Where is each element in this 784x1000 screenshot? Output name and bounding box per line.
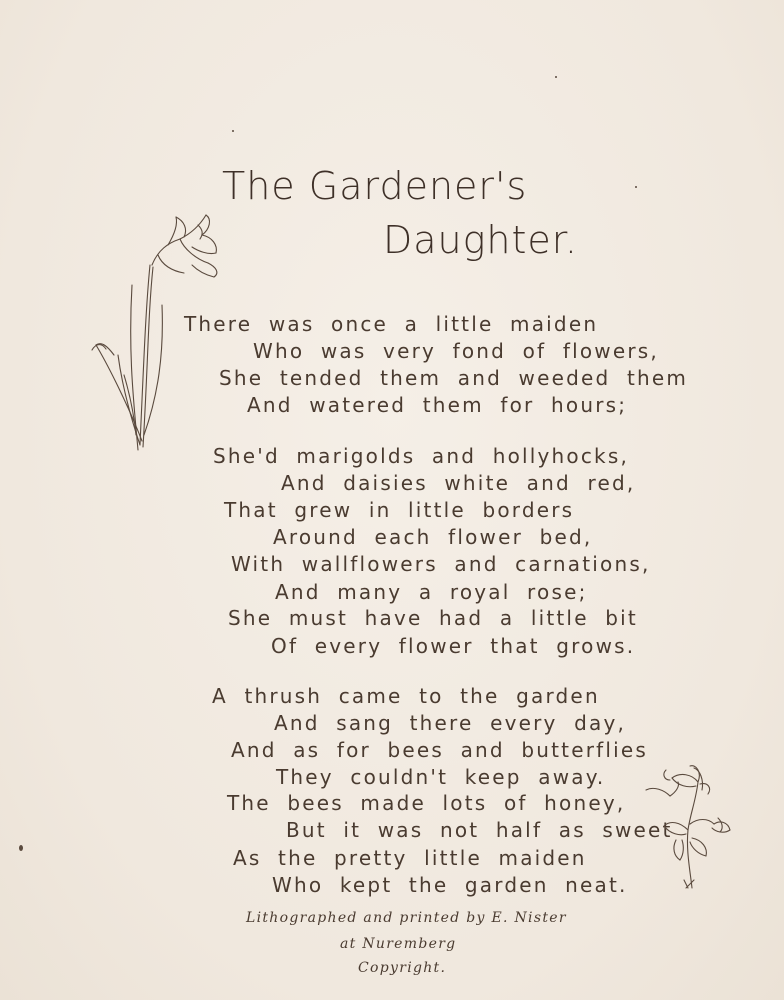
sweet-pea-flower-icon	[636, 760, 736, 895]
paper-speck	[232, 130, 234, 132]
title-line-1: The Gardener's	[222, 164, 528, 208]
paper-speck	[635, 186, 637, 188]
poem-line: With wallflowers and carnations,	[231, 552, 651, 576]
poem-line: And many a royal rose;	[275, 580, 588, 604]
poem-line: Around each flower bed,	[273, 525, 593, 549]
poem-line: She must have had a little bit	[228, 606, 638, 630]
poem-line: She tended them and weeded them	[219, 366, 689, 390]
poem-line: She'd marigolds and hollyhocks,	[213, 444, 630, 468]
poem-line: A thrush came to the garden	[212, 684, 600, 708]
poem-line: There was once a little maiden	[184, 312, 599, 336]
poem-line: Who was very fond of flowers,	[253, 339, 659, 363]
poem-line: Who kept the garden neat.	[272, 873, 628, 897]
poem-line: That grew in little borders	[224, 498, 575, 522]
iris-flower-icon	[88, 205, 228, 455]
poem-line: And as for bees and butterflies	[231, 738, 649, 762]
poem-line: Of every flower that grows.	[271, 634, 636, 658]
paper-speck	[19, 845, 23, 851]
poem-line: And watered them for hours;	[247, 393, 628, 417]
colophon-copyright: Copyright.	[358, 960, 447, 976]
poem-line: They couldn't keep away.	[276, 765, 606, 789]
poem-line: And sang there every day,	[274, 711, 627, 735]
poem-line: As the pretty little maiden	[233, 846, 587, 870]
poem-line: The bees made lots of honey,	[227, 791, 626, 815]
colophon-place: at Nuremberg	[340, 936, 457, 952]
poem-line: But it was not half as sweet	[286, 818, 673, 842]
poem-line: And daisies white and red,	[281, 471, 636, 495]
title-line-2: Daughter.	[383, 218, 579, 262]
colophon-printer: Lithographed and printed by E. Nister	[246, 910, 567, 926]
paper-speck	[555, 76, 557, 78]
